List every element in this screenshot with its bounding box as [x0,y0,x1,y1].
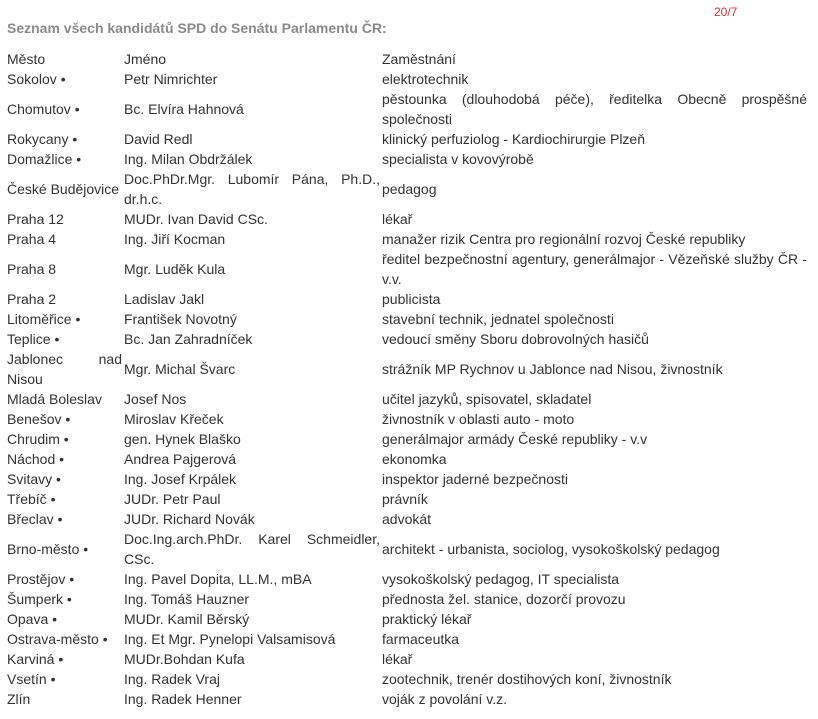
table-row [5,289,807,309]
cell-occupation: generálmajor armády České republiky - v.v [382,431,648,447]
cell-name: MUDr.Bohdan Kufa [124,651,245,667]
table-row [5,509,807,529]
cell-occupation: praktický lékař [382,611,472,627]
cell-occupation: ekonomka [382,451,447,467]
cell-occupation: inspektor jaderné bezpečnosti [382,471,569,487]
table-row [5,469,807,489]
cell-occupation: právník [382,491,428,507]
cell-city: Zlín [7,691,31,707]
table-row [5,689,807,709]
table-row [5,209,807,229]
cell-occupation: přednosta žel. stanice, dozorčí provozu [382,591,626,607]
cell-occupation: zootechnik, trenér dostihových koní, živnostník [382,671,672,687]
cell-city: Teplice • [7,331,60,347]
cell-occupation: stavební technik, jednatel společnosti [382,311,614,327]
cell-name: Ing. Jiří Kocman [124,231,226,247]
cell-occupation: klinický perfuziolog - Kardiochirurgie Plzeň [382,131,646,147]
cell-occupation: vysokoškolský pedagog, IT specialista [382,571,620,587]
cell-name: Doc.Ing.arch.PhDr. Karel Schmeidler, CSc. [124,531,380,567]
candidates-table [5,49,807,709]
cell-occupation: lékař [382,651,413,667]
table-header-row [5,49,807,69]
table-row [5,649,807,669]
cell-name: Ing. Milan Obdržálek [124,151,253,167]
cell-name: David Redl [124,131,193,147]
cell-city: Prostějov • [7,571,75,587]
cell-occupation: farmaceutka [382,631,460,647]
cell-city: Jablonec nad Nisou [7,351,122,387]
cell-city: Chomutov • [7,101,80,117]
cell-name: Bc. Elvíra Hahnová [124,101,244,117]
table-row [5,489,807,509]
table-row [5,229,807,249]
cell-city: Chrudim • [7,431,69,447]
table-row [5,589,807,609]
cell-name: gen. Hynek Blaško [124,431,241,447]
table-row [5,329,807,349]
cell-occupation: advokát [382,511,432,527]
cell-name: Ladislav Jakl [124,291,205,307]
table-row [5,409,807,429]
cell-name: JUDr. Petr Paul [124,491,221,507]
table-row [5,349,807,389]
cell-city: Domažlice • [7,151,82,167]
cell-name: Josef Nos [124,391,187,407]
cell-occupation: voják z povolání v.z. [382,691,508,707]
table-row [5,569,807,589]
cell-city: Praha 8 [7,261,57,277]
cell-city: Vsetín • [7,671,56,687]
cell-city: Náchod • [7,451,65,467]
cell-city: Praha 4 [7,231,57,247]
table-row [5,89,807,129]
cell-name: Andrea Pajgerová [124,451,237,467]
table-row [5,629,807,649]
cell-name: Bc. Jan Zahradníček [124,331,253,347]
cell-city: Břeclav • [7,511,63,527]
table-row [5,389,807,409]
cell-city: Mladá Boleslav [7,391,102,407]
table-row [5,429,807,449]
cell-city: Sokolov • [7,71,66,87]
cell-occupation: pedagog [382,181,437,197]
cell-name: MUDr. Ivan David CSc. [124,211,268,227]
cell-name: František Novotný [124,311,237,327]
cell-name: Ing. Radek Henner [124,691,242,707]
cell-occupation: specialista v kovovýrobě [382,151,534,167]
cell-city: Praha 2 [7,291,57,307]
table-row [5,69,807,89]
cell-occupation: publicista [382,291,441,307]
table-row [5,309,807,329]
cell-city: Šumperk • [7,591,72,607]
table-row [5,129,807,149]
page-title: Seznam všech kandidátů SPD do Senátu Parlamentu ČR: [7,20,387,36]
cell-city: Ostrava-město • [7,631,108,647]
cell-city: Svitavy • [7,471,61,487]
table-row [5,529,807,569]
cell-occupation: vedoucí směny Sboru dobrovolných hasičů [382,331,649,347]
cell-name: Ing. Pavel Dopita, LL.M., mBA [124,571,312,587]
table-row [5,169,807,209]
cell-occupation: strážník MP Rychnov u Jablonce nad Nisou, živnostník [382,361,723,377]
cell-name: Petr Nimrichter [124,71,218,87]
cell-name: MUDr. Kamil Běrský [124,611,250,627]
cell-city: Rokycany • [7,131,78,147]
cell-occupation: manažer rizik Centra pro regionální rozvoj České republiky [382,231,746,247]
corner-mark: 20/7 [714,5,738,19]
cell-city: Praha 12 [7,211,64,227]
cell-city: Třebíč • [7,491,56,507]
cell-occupation: živnostník v oblasti auto - moto [382,411,575,427]
cell-city: Litoměřice • [7,311,81,327]
table-row [5,449,807,469]
header-name: Jméno [124,51,167,67]
header-city: Město [7,51,46,67]
cell-city: Karviná • [7,651,64,667]
cell-name: Ing. Radek Vraj [124,671,220,687]
header-occupation: Zaměstnání [382,51,456,67]
cell-occupation: architekt - urbanista, sociolog, vysokoškolský pedagog [382,541,720,557]
cell-city: Brno-město • [7,541,89,557]
cell-occupation: učitel jazyků, spisovatel, skladatel [382,391,592,407]
cell-city: Benešov • [7,411,71,427]
table-row [5,249,807,289]
cell-name: JUDr. Richard Novák [124,511,255,527]
table-row [5,609,807,629]
cell-name: Ing. Josef Krpálek [124,471,237,487]
cell-name: Doc.PhDr.Mgr. Lubomír Pána, Ph.D., dr.h.c. [124,171,380,207]
cell-occupation: pěstounka (dlouhodobá péče), ředitelka Obecně prospěšné společnosti [382,91,807,127]
cell-name: Miroslav Křeček [124,411,224,427]
cell-occupation: elektrotechnik [382,71,469,87]
cell-city: Opava • [7,611,58,627]
table-row [5,149,807,169]
cell-occupation: lékař [382,211,413,227]
table-row [5,669,807,689]
cell-name: Ing. Tomáš Hauzner [124,591,250,607]
cell-name: Mgr. Luděk Kula [124,261,226,277]
cell-name: Ing. Et Mgr. Pynelopi Valsamisová [124,631,336,647]
cell-occupation: ředitel bezpečnostní agentury, generálmajor - Vězeňské služby ČR - v.v. [382,251,807,287]
cell-name: Mgr. Michal Švarc [124,361,236,377]
cell-city: České Budějovice [7,181,120,197]
